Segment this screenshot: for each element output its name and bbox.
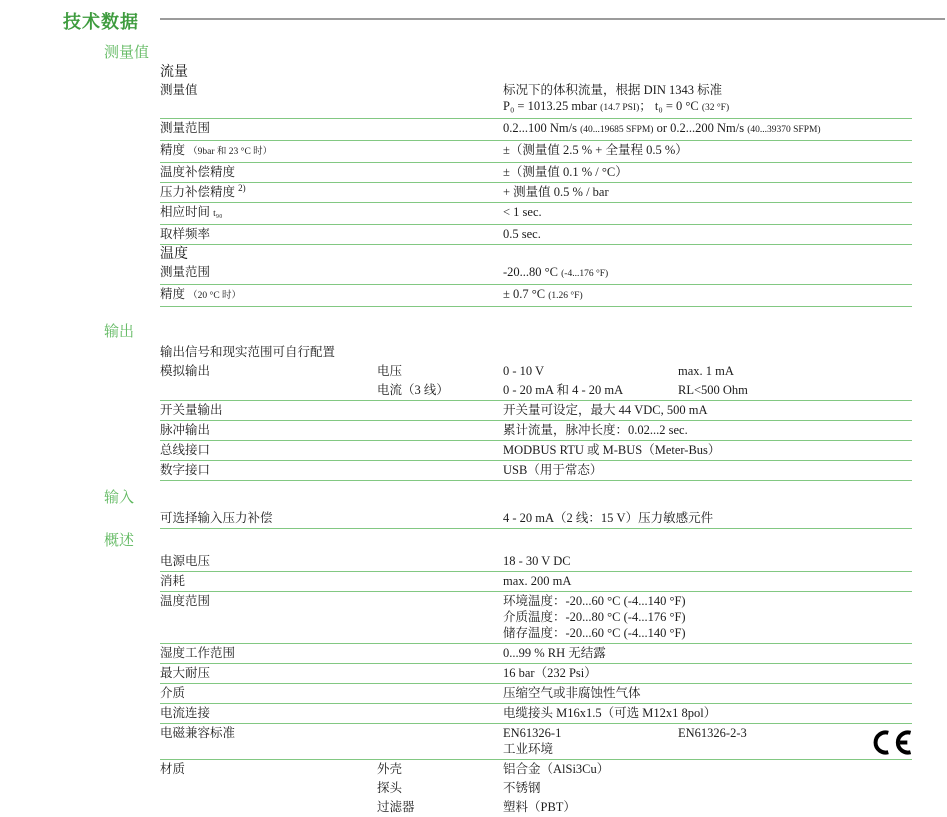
measurement-rows	[160, 81, 912, 245]
row-label: 消耗	[160, 574, 186, 588]
row-label: 测量范围	[160, 121, 211, 135]
value-line-storage: 储存温度：-20...60 °C (-4...140 °F)	[503, 626, 686, 640]
row-label: 数字接口	[160, 463, 211, 477]
title-bar	[0, 6, 947, 32]
input-rows	[160, 509, 912, 529]
label-text: 精度	[160, 143, 186, 157]
page-title: 技术数据	[63, 12, 139, 32]
row-label	[160, 142, 503, 160]
spec-content	[0, 44, 947, 817]
row-label: 输出信号和现实范围可自行配置	[160, 345, 336, 359]
overview-rows	[160, 552, 912, 817]
spec-row-input-pressure-comp	[160, 509, 912, 529]
footnote-marker: 2)	[238, 182, 246, 193]
spec-row-temp-accuracy	[160, 285, 912, 307]
row-label	[160, 204, 503, 222]
row-value: 0 - 20 mA 和 4 - 20 mA	[503, 383, 624, 397]
value-separator: ；	[639, 99, 655, 113]
row-label: 最大耐压	[160, 666, 211, 680]
row-value	[503, 120, 912, 138]
spec-row-consumption	[160, 572, 912, 592]
row-label: 测量值	[160, 83, 198, 97]
row-value: 不锈钢	[503, 781, 541, 795]
row-value: 0 - 10 V	[503, 364, 545, 378]
value-main: -20...80 °C	[503, 265, 562, 279]
row-label: 脉冲输出	[160, 423, 211, 437]
row-sublabel: 外壳	[377, 762, 403, 776]
row-value	[503, 593, 912, 641]
emc-standard-1: EN61326-1	[503, 726, 562, 740]
spec-row-switch-output	[160, 401, 912, 421]
row-label: 总线接口	[160, 443, 211, 457]
value-t0: t₀ = 0 °C	[654, 99, 702, 113]
row-value: 累计流量，脉冲长度：0.02...2 sec.	[503, 423, 688, 437]
row-sublabel: 探头	[377, 781, 403, 795]
row-value: 18 - 30 V DC	[503, 554, 571, 568]
spec-row-material-filter	[160, 798, 912, 817]
spec-row-analog-voltage	[160, 362, 912, 381]
spec-row-temp-comp-accuracy	[160, 163, 912, 183]
spec-row-material-housing	[160, 760, 912, 779]
row-value	[503, 286, 912, 304]
emc-standard-2: EN61326-2-3	[678, 726, 747, 740]
emc-values-line	[503, 725, 912, 741]
row-sublabel: 电流（3 线）	[377, 383, 449, 397]
spec-row-pressure-comp-accuracy	[160, 183, 912, 203]
row-label	[160, 286, 503, 304]
spec-row-emc-standard	[160, 724, 912, 760]
section-heading-input: 输入	[104, 490, 135, 506]
row-value: 电缆接头 M16x1.5（可选 M12x1 8pol）	[503, 706, 717, 720]
row-value: 0...99 % RH 无结露	[503, 646, 606, 660]
row-label: 电源电压	[160, 554, 211, 568]
spec-row-measuring-range	[160, 119, 912, 141]
subsection-heading-flow: 流量	[160, 65, 188, 80]
row-value: 铝合金（AlSi3Cu）	[503, 762, 610, 776]
spec-row-sampling-rate	[160, 225, 912, 245]
row-label: 温度补偿精度	[160, 165, 236, 179]
value-note: (1.26 °F)	[548, 291, 583, 301]
label-note: （20 °C 时）	[188, 291, 242, 301]
row-value	[503, 82, 912, 116]
value-note-2: (40...39370 SFPM)	[747, 125, 821, 135]
row-value: ±（测量值 0.1 % / °C）	[503, 165, 628, 179]
row-label: 开关量输出	[160, 403, 223, 417]
row-value: 塑料（PBT）	[503, 800, 576, 814]
output-rows	[160, 343, 912, 481]
row-value: 压缩空气或非腐蚀性气体	[503, 686, 641, 700]
row-extra: RL<500 Ohm	[678, 383, 748, 397]
row-label: 材质	[160, 762, 186, 776]
row-value: 4 - 20 mA（2 线：15 V）压力敏感元件	[503, 511, 714, 525]
subsection-heading-temperature: 温度	[160, 247, 188, 262]
value-main-1: 0.2...100 Nm/s	[503, 121, 581, 135]
spec-row-measured-value	[160, 81, 912, 119]
spec-row-pulse-output	[160, 421, 912, 441]
spec-row-accuracy	[160, 141, 912, 163]
row-label: 测量范围	[160, 265, 211, 279]
row-sublabel: 过滤器	[377, 800, 415, 814]
spec-row-material-probe	[160, 779, 912, 798]
section-heading-measured-values: 测量值	[104, 45, 150, 61]
row-label: 可选择输入压力补偿	[160, 511, 273, 525]
spec-row-digital-interface	[160, 461, 912, 481]
row-sublabel: 电压	[377, 364, 403, 378]
spec-row-response-time	[160, 203, 912, 225]
value-line-medium: 介质温度：-20...80 °C (-4...176 °F)	[503, 610, 686, 624]
spec-row-bus-interface	[160, 441, 912, 461]
spec-row-medium	[160, 684, 912, 704]
spec-row-electrical-connection	[160, 704, 912, 724]
value-main-2: or 0.2...200 Nm/s	[653, 121, 748, 135]
row-value: 开关量可设定，最大 44 VDC, 500 mA	[503, 403, 708, 417]
spec-row-max-pressure	[160, 664, 912, 684]
spec-row-supply-voltage	[160, 552, 912, 572]
row-value	[503, 725, 912, 757]
emc-environment: 工业环境	[503, 742, 554, 756]
row-extra: max. 1 mA	[678, 364, 734, 378]
value-line-ambient: 环境温度：-20...60 °C (-4...140 °F)	[503, 594, 686, 608]
row-value: ±（测量值 2.5 % + 全量程 0.5 %）	[503, 143, 688, 157]
spec-row-temp-measuring-range	[160, 263, 912, 285]
ce-mark-icon	[866, 727, 912, 758]
spec-row-humidity-range	[160, 644, 912, 664]
row-value	[503, 264, 912, 282]
value-note-1: (40...19685 SFPM)	[580, 125, 654, 135]
row-value: USB（用于常态）	[503, 463, 603, 477]
row-value: 0.5 sec.	[503, 227, 541, 241]
temperature-rows	[160, 263, 912, 307]
row-label: 模拟输出	[160, 364, 211, 378]
row-label: 温度范围	[160, 594, 211, 608]
row-value: + 测量值 0.5 % / bar	[503, 185, 609, 199]
value-p0: P₀ = 1013.25 mbar	[503, 99, 601, 113]
row-value: 16 bar（232 Psi）	[503, 666, 597, 680]
label-text: 相应时间	[160, 205, 211, 219]
row-label: 电磁兼容标准	[160, 726, 236, 740]
label-note: t₉₀	[213, 209, 223, 219]
row-label	[160, 184, 503, 200]
section-heading-overview: 概述	[104, 533, 135, 549]
value-note: (-4...176 °F)	[561, 269, 609, 279]
label-text: 精度	[160, 287, 186, 301]
row-label: 取样频率	[160, 227, 211, 241]
row-value: < 1 sec.	[503, 205, 542, 219]
value-line-1: 标况下的体积流量，根据 DIN 1343 标准	[503, 83, 723, 97]
spec-row-temperature-range	[160, 592, 912, 644]
spec-row-analog-current	[160, 381, 912, 401]
value-t0-note: (32 °F)	[701, 103, 730, 113]
row-label: 电流连接	[160, 706, 211, 720]
row-label: 介质	[160, 686, 186, 700]
row-label: 湿度工作范围	[160, 646, 236, 660]
label-note: （9bar 和 23 °C 时）	[188, 147, 273, 157]
value-line-2	[503, 98, 912, 116]
row-value: MODBUS RTU 或 M-BUS（Meter-Bus）	[503, 443, 721, 457]
value-p0-note: (14.7 PSI)	[600, 103, 640, 113]
label-text: 压力补偿精度	[160, 185, 236, 199]
value-main: ± 0.7 °C	[503, 287, 549, 301]
spec-row-output-intro	[160, 343, 912, 362]
section-heading-output: 输出	[104, 324, 135, 340]
title-rule	[160, 18, 945, 20]
row-value: max. 200 mA	[503, 574, 572, 588]
